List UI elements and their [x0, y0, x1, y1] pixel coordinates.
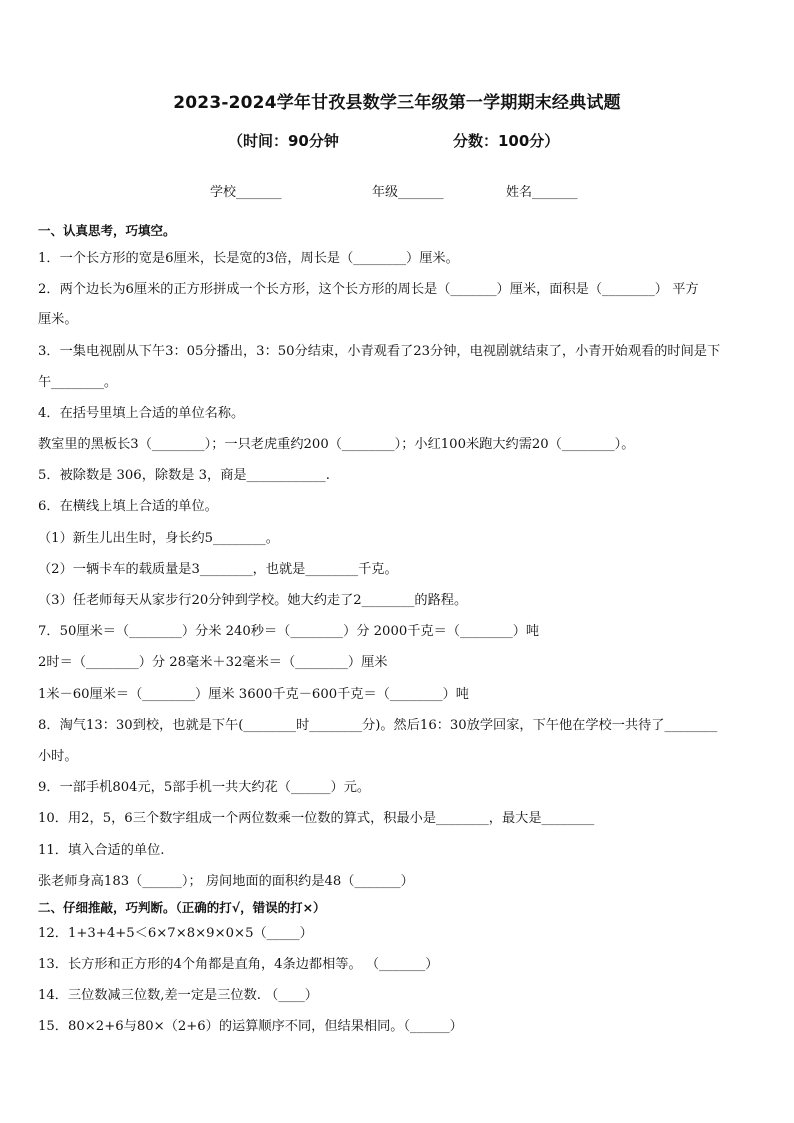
question-4-items: 教室里的黑板长3（________）；一只老虎重约200（________）；小红100米跑大约需20（________）。 [38, 437, 635, 452]
question-14: 14．三位数减三位数,差一定是三位数. （____） [38, 988, 318, 1003]
question-6-1: （1）新生儿出生时，身长约5________。 [38, 531, 279, 546]
school-field: 学校_______ [210, 185, 282, 200]
name-field: 姓名_______ [506, 185, 578, 200]
question-9: 9．一部手机804元，5部手机一共大约花（______）元。 [38, 780, 371, 795]
question-12: 12．1+3+4+5＜6×7×8×9×0×5（_____） [38, 926, 313, 941]
question-11: 11．填入合适的单位. [38, 843, 165, 858]
exam-time: （时间：90分钟 [228, 132, 339, 150]
question-4: 4．在括号里填上合适的单位名称。 [38, 406, 245, 421]
question-6-3: （3）任老师每天从家步行20分钟到学校。她大约走了2________的路程。 [38, 593, 468, 608]
question-3: 3．一集电视剧从下午3：05分播出，3：50分结束，小青观看了23分钟，电视剧就结束了，小青开始观看的时间是下 [38, 344, 721, 359]
question-6-2: （2）一辆卡车的载质量是3________，也就是________千克。 [38, 562, 398, 577]
question-11-items: 张老师身高183（______）； 房间地面的面积约是48（_______） [38, 874, 414, 889]
question-6: 6．在横线上填上合适的单位。 [38, 499, 218, 514]
question-5: 5．被除数是 306，除数是 3，商是____________. [38, 468, 330, 483]
question-10: 10．用2，5，6三个数字组成一个两位数乘一位数的算式，积最小是________，最大是________ [38, 811, 595, 826]
question-3-cont: 午________。 [38, 375, 118, 390]
exam-title: 2023-2024学年甘孜县数学三年级第一学期期末经典试题 [173, 93, 621, 113]
question-8-cont: 小时。 [38, 749, 78, 764]
grade-field: 年级_______ [372, 185, 444, 200]
question-2: 2．两个边长为6厘米的正方形拼成一个长方形，这个长方形的周长是（_______）厘米，面积是（________） 平方 [38, 282, 699, 297]
question-7-row-1: 7．50厘米＝（________）分米 240秒＝（________）分 2000千克＝（________）吨 [38, 624, 540, 639]
section-2-heading: 二、仔细推敲，巧判断。（正确的打√，错误的打×） [38, 900, 326, 915]
question-13: 13．长方形和正方形的4个角都是直角，4条边都相等。 （_______） [38, 957, 439, 972]
section-1-heading: 一、认真思考，巧填空。 [38, 223, 176, 238]
question-15: 15．80×2+6与80×（2+6）的运算顺序不同，但结果相同。（______） [38, 1019, 463, 1034]
question-8: 8．淘气13：30到校，也就是下午(________时________分)。然后16：30放学回家，下午他在学校一共待了________ [38, 718, 718, 733]
question-7-row-2: 2时＝（________）分 28毫米＋32毫米＝（________）厘米 [38, 655, 388, 670]
question-1: 1．一个长方形的宽是6厘米，长是宽的3倍，周长是（________）厘米。 [38, 251, 459, 266]
question-2-cont: 厘米。 [38, 312, 78, 327]
exam-score: 分数：100分） [453, 132, 560, 150]
question-7-row-3: 1米－60厘米＝（________）厘米 3600千克－600千克＝（________）吨 [38, 687, 469, 702]
